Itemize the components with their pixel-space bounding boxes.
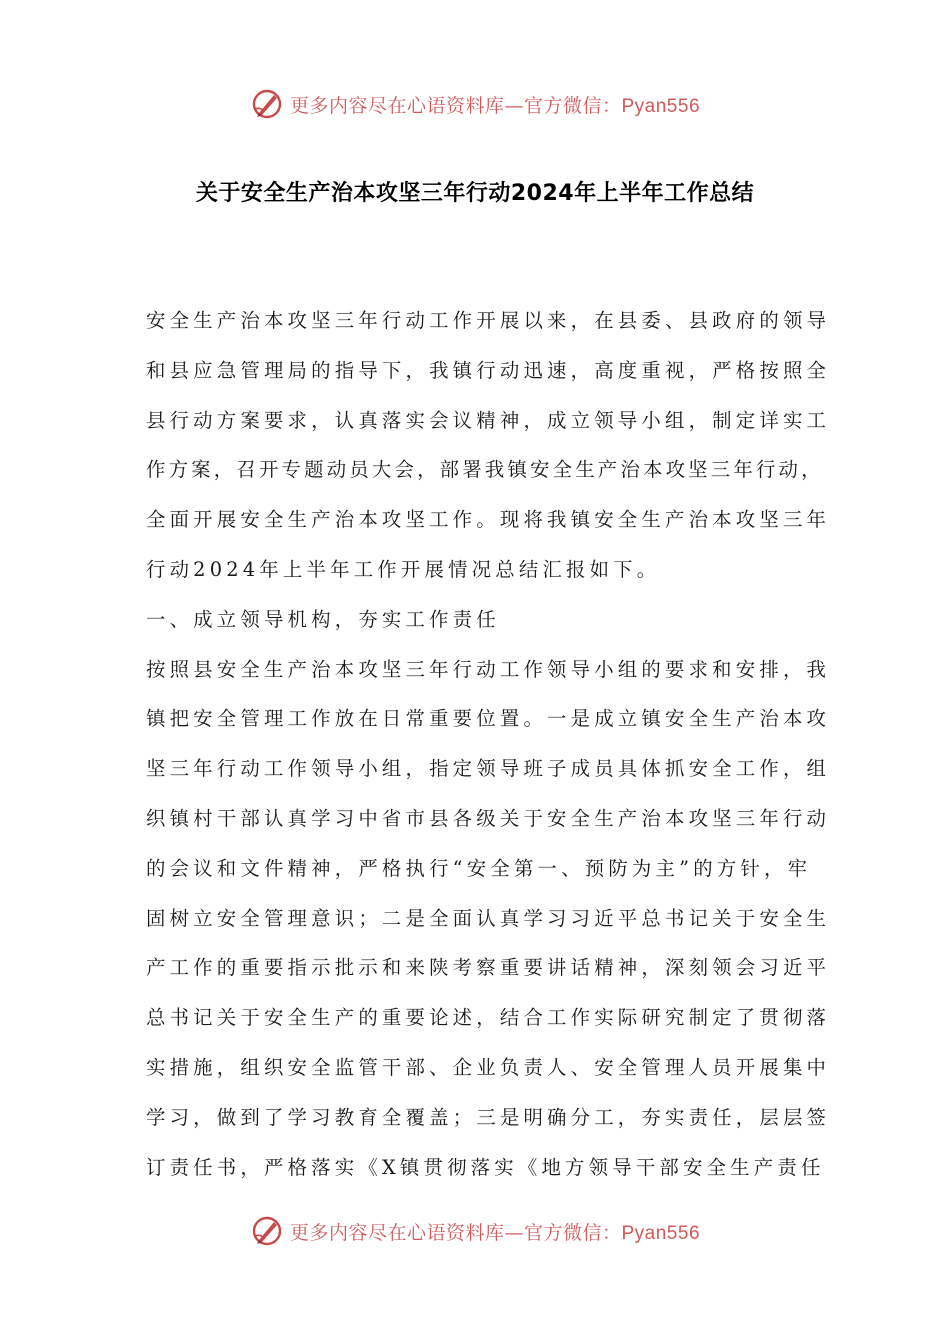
body-line: 安全生产治本攻坚三年行动工作开展以来，在县委、县政府的领导 — [146, 309, 831, 332]
body-line: 固树立安全管理意识；二是全面认真学习习近平总书记关于安全生 — [146, 906, 831, 930]
body-line: 织镇村干部认真学习中省市县各级关于安全生产治本攻坚三年行动 — [146, 806, 831, 830]
body-line: 按照县安全生产治本攻坚三年行动工作领导小组的要求和安排，我 — [146, 657, 831, 681]
body-line: 行动2024年上半年工作开展情况总结汇报如下。 — [146, 557, 661, 581]
section-heading: 一、成立领导机构，夯实工作责任 — [146, 607, 500, 631]
pen-logo-icon — [250, 1214, 284, 1248]
body-line: 全面开展安全生产治本攻坚工作。现将我镇安全生产治本攻坚三年 — [146, 508, 831, 532]
watermark-banner-bottom — [0, 1211, 950, 1251]
body-line: 的会议和文件精神，严格执行“安全第一、预防为主”的方针，牢 — [146, 856, 812, 880]
body-line: 作方案，召开专题动员大会，部署我镇安全生产治本攻坚三年行动， — [146, 458, 824, 482]
body-line: 镇把安全管理工作放在日常重要位置。一是成立镇安全生产治本攻 — [146, 707, 831, 731]
body-line: 和县应急管理局的指导下，我镇行动迅速，高度重视，严格按照全 — [146, 358, 831, 382]
watermark-banner-top — [0, 84, 950, 124]
body-line: 实措施，组织安全监管干部、企业负责人、安全管理人员开展集中 — [146, 1055, 831, 1079]
document-body — [146, 296, 831, 1192]
body-line: 总书记关于安全生产的重要论述，结合工作实际研究制定了贯彻落 — [146, 1006, 831, 1030]
body-line: 产工作的重要指示批示和来陕考察重要讲话精神，深刻领会习近平 — [146, 956, 831, 980]
body-line: 坚三年行动工作领导小组，指定领导班子成员具体抓安全工作，组 — [146, 757, 831, 781]
body-line: 县行动方案要求，认真落实会议精神，成立领导小组，制定详实工 — [146, 408, 831, 432]
watermark-text: 更多内容尽在心语资料库—官方微信：Pyan556 — [289, 1221, 701, 1244]
body-line: 订责任书，严格落实《X镇贯彻落实《地方领导干部安全生产责任 — [146, 1155, 825, 1179]
body-line: 学习，做到了学习教育全覆盖；三是明确分工，夯实责任，层层签 — [146, 1105, 831, 1129]
document-title: 关于安全生产治本攻坚三年行动2024年上半年工作总结 — [195, 181, 755, 206]
pen-logo-icon — [250, 87, 284, 121]
watermark-text: 更多内容尽在心语资料库—官方微信：Pyan556 — [289, 94, 701, 117]
